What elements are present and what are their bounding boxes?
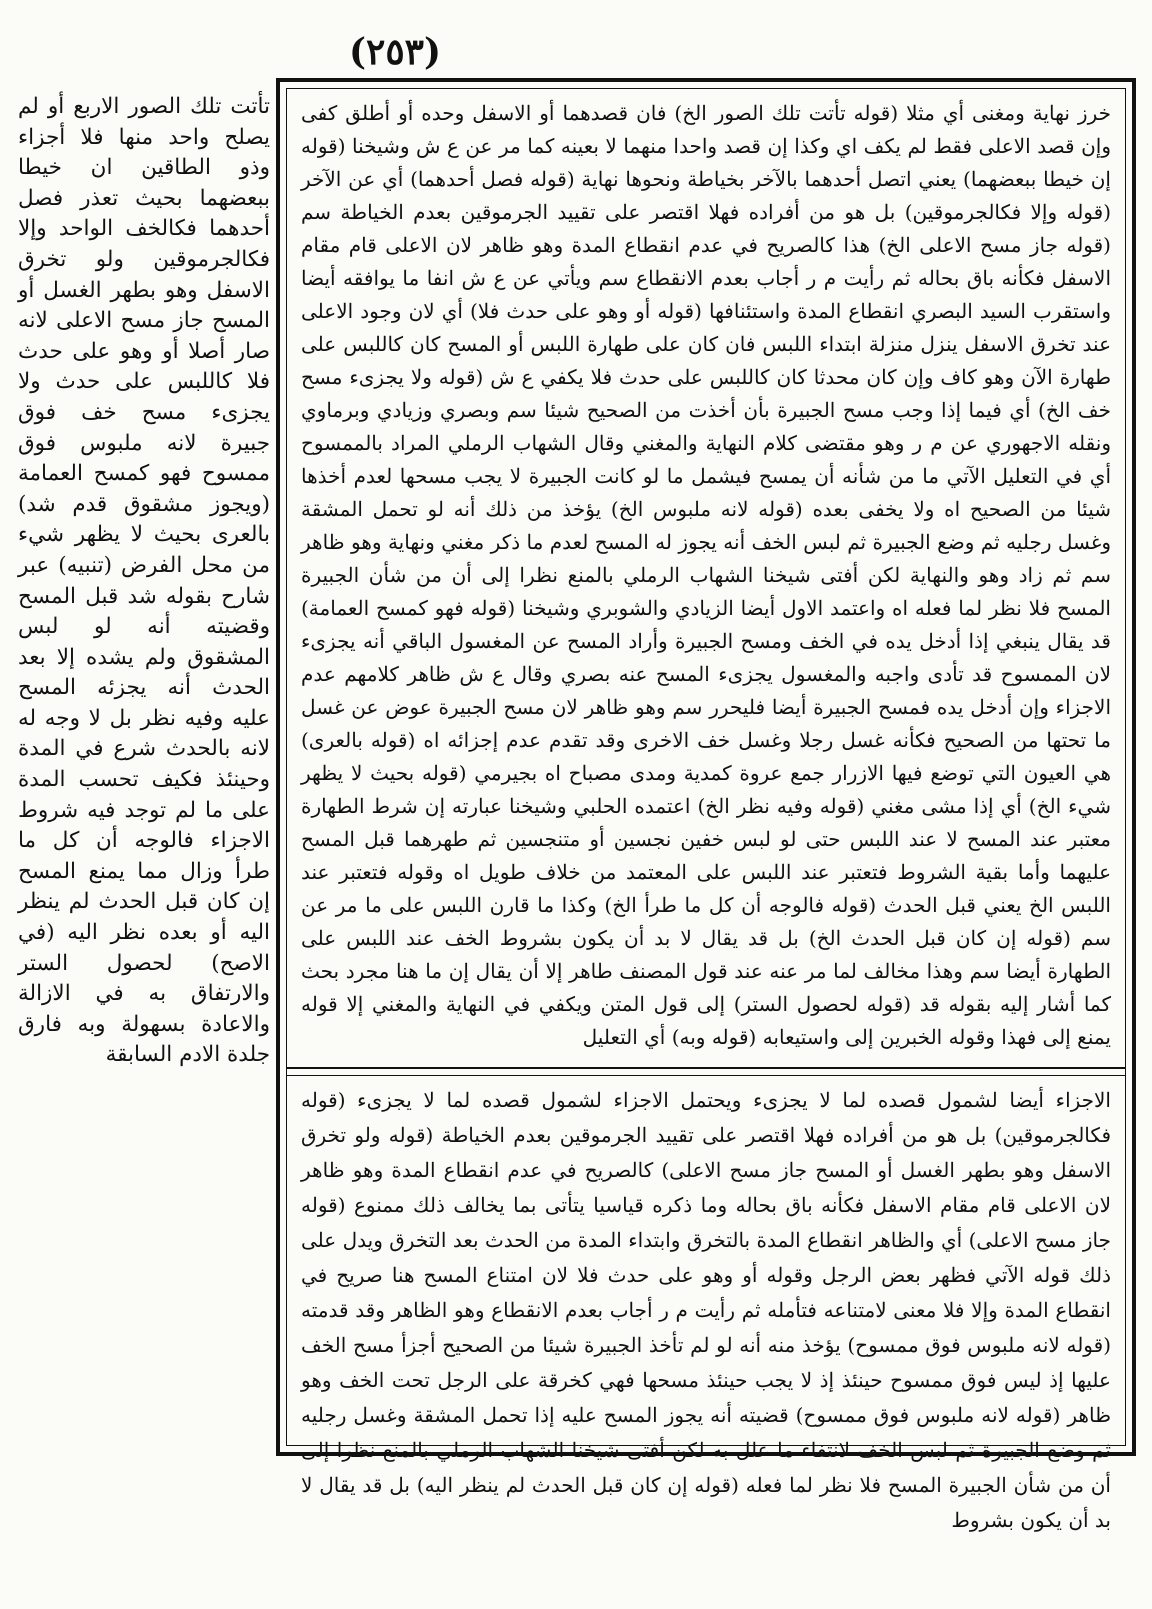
section-divider bbox=[287, 1067, 1125, 1076]
lower-commentary bbox=[301, 1083, 1111, 1532]
page-number: (٢٥٣) bbox=[348, 31, 442, 73]
main-commentary bbox=[301, 97, 1111, 1057]
main-commentary-text: خرز نهاية ومغنى أي مثلا (قوله تأتت تلك الصور الخ) فان قصدهما أو الاسفل وحده أو أطلق كفى وإن قصد الاعلى فقط لم يكف اي وكذا إن قصد واحدا منهما لا بعينه كما مر عن ع ش وشيخنا (قوله إن خيطا ببعضهما) يعني اتصل أحدهما بالآخر بخياطة ونحوها نهاية (قوله فصل أحدهما) أي عن الآخر (قوله وإلا فكالجرموقين) بل هو من أفراده فهلا اقتصر على تقييد الجرموقين بعدم الخياطة سم (قوله جاز مسح الاعلى الخ) هذا كالصريح في عدم انقطاع المدة وهو ظاهر لان الاعلى قام مقام الاسفل فكأنه باق بحاله ثم رأيت م ر أجاب بعدم الانقطاع سم ويأتي عن ع ش انفا ما يوافقه أيضا واستقرب السيد البصري انقطاع المدة واستئنافها (قوله أو وهو على حدث فلا) أي لان وجود الاعلى عند تخرق الاسفل ينزل منزلة ابتداء اللبس فان كان على طهارة اللبس أو المسح كان كاللبس على طهارة الآن وهو كاف وإن كان محدثا كان كاللبس على حدث فلا يكفي ع ش (قوله ولا يجزىء مسح خف الخ) أي فيما إذا وجب مسح الجبيرة بأن أخذت من الصحيح شيئا سم وبصري وزيادي وبرماوي ونقله الاجهوري عن م ر وهو مقتضى كلام النهاية والمغني وقال الشهاب الرملي المراد بالممسوح أي في التعليل الآتي ما من شأنه أن يمسح فيشمل ما لو كانت الجبيرة لا يجب مسحها لعدم أخذها شيئا من الصحيح اه ولا يخفى بعده (قوله لانه ملبوس الخ) يؤخذ من ذلك أنه لو تحمل المشقة وغسل رجليه ثم وضع الجبيرة ثم لبس الخف أنه يجوز له المسح لعدم ما ذكر مغني ونهاية وهو ظاهر سم ثم زاد وهو والنهاية لكن أفتى شيخنا الشهاب الرملي بالمنع نظرا إلى أن من شأن الجبيرة المسح فلا نظر لما فعله اه واعتمد الاول أيضا الزيادي والشوبري وشيخنا (قوله فهو كمسح العمامة) قد يقال ينبغي إذا أدخل يده في الخف ومسح الجبيرة وأراد المسح عن المغسول الباقي أنه يجزىء لان الممسوح قد تأدى واجبه والمغسول يجزىء المسح عنه بصري وقال ع ش ظاهر كلامهم عدم الاجزاء وإن أدخل يده فمسح الجبيرة أيضا فليحرر سم وهو ظاهر لان مسح الجبيرة عوض عن غسل ما تحتها من الصحيح فكأنه غسل رجلا وغسل خف الاخرى وقد تقدم عدم إجزائه اه (قوله بالعرى) هي العيون التي توضع فيها الازرار جمع عروة كمدية ومدى مصباح اه بجيرمي (قوله بحيث لا يظهر شيء الخ) أي إذا مشى مغني (قوله وفيه نظر الخ) اعتمده الحلبي وشيخنا عبارته إن شرط الطهارة معتبر عند المسح لا عند اللبس حتى لو لبس خفين نجسين أو متنجسين ثم طهرهما قبل المسح عليهما وأما بقية الشروط فتعتبر عند اللبس على المعتمد من خلاف طويل اه وقوله فتعتبر عند اللبس الخ يعني قبل الحدث (قوله فالوجه أن كل ما طرأ الخ) وكذا ما قارن اللبس على ما مر عن سم (قوله إن كان قبل الحدث الخ) بل قد يقال لا بد أن يكون بشروط الخف عند اللبس على الطهارة أيضا سم وهذا مخالف لما مر عنه عند قول المصنف طاهر إلا أن يقال إن ما هنا مجرد بحث كما أشار إليه بقوله قد (قوله لحصول الستر) إلى قول المتن ويكفي في النهاية والمغني إلا قوله يمنع إلى فهذا وقوله الخبرين إلى واستيعابه (قوله وبه) أي التعليل bbox=[301, 101, 1111, 1049]
main-text-inner-frame bbox=[286, 88, 1126, 1532]
main-text-frame bbox=[276, 78, 1136, 1532]
lower-commentary-text: الاجزاء أيضا لشمول قصده لما لا يجزىء ويحتمل الاجزاء لشمول قصده لما لا يجزىء (قوله فكالجرموقين) بل هو من أفراده فهلا اقتصر على تقييد الجرموقين بعدم الخياطة (قوله ولو تخرق الاسفل وهو بطهر الغسل أو المسح جاز مسح الاعلى) كالصريح في عدم انقطاع المدة وهو ظاهر لان الاعلى قام مقام الاسفل فكأنه باق بحاله وما ذكره قياسيا يتأتى بما يخالف ذلك ممنوع (قوله جاز مسح الاعلى) أي والظاهر انقطاع المدة بالتخرق وابتداء المدة من الحدث بعد التخرق ويدل على ذلك قوله الآتي فظهر بعض الرجل وقوله أو وهو على حدث فلا لان امتناع المسح هنا صريح في انقطاع المدة وإلا فلا معنى لامتناعه فتأمله ثم رأيت م ر أجاب بعدم الانقطاع وهو الظاهر وقد قدمته (قوله لانه ملبوس فوق ممسوح) يؤخذ منه أنه لو لم تأخذ الجبيرة شيئا من الصحيح أجزأ مسح الخف عليها إذ ليس فوق ممسوح حينئذ إذ لا يجب حينئذ مسحها فهي كخرقة على الرجل تحت الخف وهو ظاهر (قوله لانه ملبوس فوق ممسوح) قضيته أنه يجوز المسح عليه إذا تحمل المشقة وغسل رجليه ثم وضع الجبيرة ثم لبس الخف لانتفاء ما علل به لكن أفتى شيخنا الشهاب الرملي بالمنع نظرا إلى أن من شأن الجبيرة المسح فلا نظر لما فعله (قوله إن كان قبل الحدث لم ينظر اليه) بل قد يقال لا بد أن يكون بشروط bbox=[301, 1088, 1111, 1532]
side-column-matn bbox=[18, 92, 270, 1452]
side-column-text: تأتت تلك الصور الاربع أو لم يصلح واحد منها فلا أجزاء وذو الطاقين ان خيطا ببعضهما بحيث تعذر فصل أحدهما فكالخف الواحد وإلا فكالجرموقين ولو تخرق الاسفل وهو بطهر الغسل أو المسح جاز مسح الاعلى لانه صار أصلا أو وهو على حدث فلا كاللبس على حدث ولا يجزىء مسح خف فوق جبيرة لانه ملبوس فوق ممسوح فهو كمسح العمامة (ويجوز مشقوق قدم شد) بالعرى بحيث لا يظهر شيء من محل الفرض (تنبيه) عبر شارح بقوله شد قبل المسح وقضيته أنه لو لبس المشقوق ولم يشده إلا بعد الحدث أنه يجزئه المسح عليه وفيه نظر بل لا وجه له لانه بالحدث شرع في المدة وحينئذ فكيف تحسب المدة على ما لم توجد فيه شروط الاجزاء فالوجه أن كل ما طرأ وزال مما يمنع المسح إن كان قبل الحدث لم ينظر اليه أو بعده نظر اليه (في الاصح) لحصول الستر والارتفاق به في الازالة والاعادة بسهولة وبه فارق جلدة الادم السابقة bbox=[18, 94, 270, 1068]
